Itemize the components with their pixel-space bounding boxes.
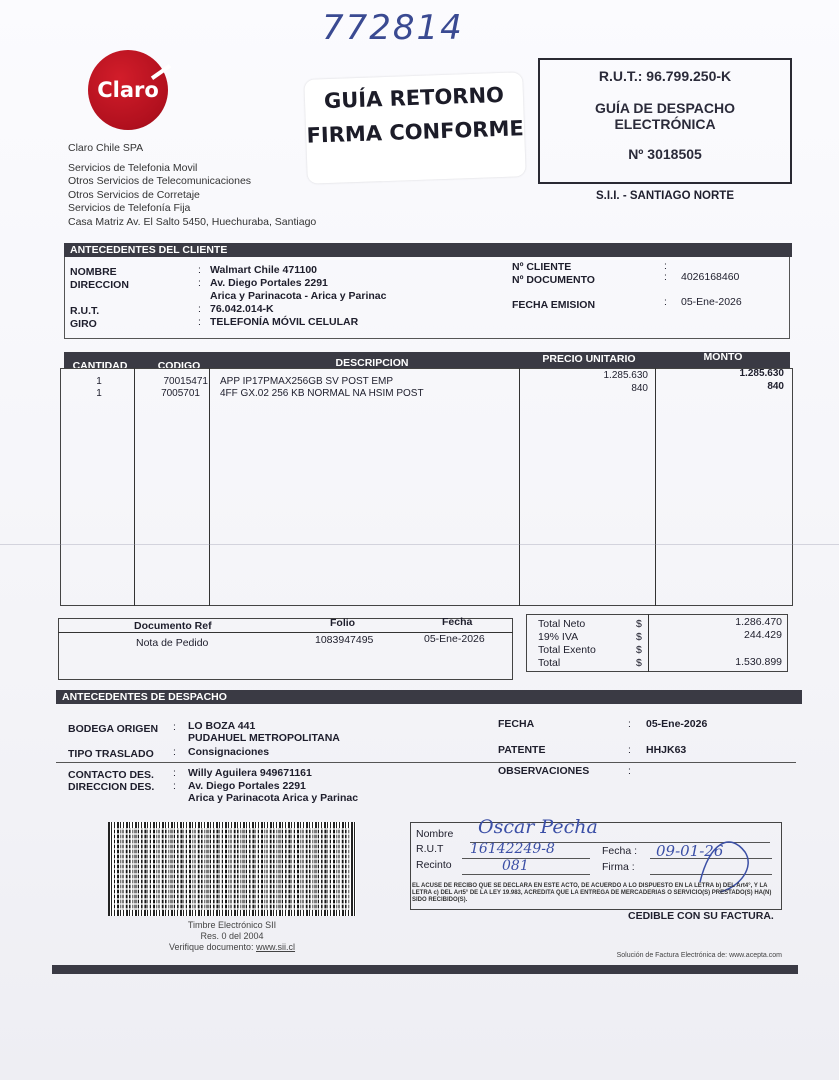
doc-number-value: 4026168460 xyxy=(681,271,740,283)
timbre-line-1: Timbre Electrónico SII xyxy=(187,920,277,930)
issuer-rut: R.U.T.: 96.799.250-K xyxy=(598,68,732,84)
total-value: 1.530.899 xyxy=(735,656,782,668)
total-exento-label: Total Exento xyxy=(538,644,596,656)
warehouse-2: PUDAHUEL METROPOLITANA xyxy=(188,732,340,744)
timbre-info xyxy=(108,920,356,953)
client-colon: : xyxy=(198,264,201,276)
warehouse-label: BODEGA ORIGEN xyxy=(68,723,159,735)
item-amount: 1.285.630 xyxy=(739,368,784,379)
transfer-type: Consignaciones xyxy=(188,746,270,758)
ref-doc: Nota de Pedido xyxy=(136,637,209,649)
company-line: Casa Matriz Av. El Salto 5450, Huechuraba, Santiago xyxy=(68,215,317,228)
company-line: Otros Servicios de Corretaje xyxy=(68,188,200,201)
venue: 081 xyxy=(502,858,529,874)
dispatch-colon: : xyxy=(173,746,176,758)
total-neto-value: 1.286.470 xyxy=(735,616,782,628)
item-code: 7005701 xyxy=(161,388,200,399)
dispatch-colon: : xyxy=(173,780,176,792)
col-divider xyxy=(134,368,135,606)
dispatch-colon: : xyxy=(628,744,631,756)
timbre-line-2: Res. 0 del 2004 xyxy=(200,931,264,941)
client-colon: : xyxy=(198,303,201,315)
footer-solution: Solución de Factura Electrónica de: www.acepta.com xyxy=(616,952,782,959)
company-line: Servicios de Telefonia Movil xyxy=(68,161,198,174)
warehouse-1: LO BOZA 441 xyxy=(188,720,256,732)
company-name: Claro Chile SPA xyxy=(68,142,144,154)
cedible-text: CEDIBLE CON SU FACTURA. xyxy=(628,910,774,922)
client-rut-label: R.U.T. xyxy=(70,305,100,317)
item-description: 4FF GX.02 256 KB NORMAL NA HSIM POST xyxy=(220,388,424,399)
item-unit-price: 1.285.630 xyxy=(603,370,648,381)
client-address-2: Arica y Parinacota - Arica y Parinac xyxy=(210,290,387,302)
dest-address-1: Av. Diego Portales 2291 xyxy=(188,780,306,792)
client-colon: : xyxy=(664,271,667,283)
client-colon: : xyxy=(198,277,201,289)
col-monto: MONTO xyxy=(703,351,743,363)
item-code: 70015471 xyxy=(163,376,208,387)
signature-label: Firma : xyxy=(602,861,635,873)
item-amount: 840 xyxy=(767,381,784,392)
company-info xyxy=(68,142,316,229)
sii-link[interactable]: www.sii.cl xyxy=(256,942,296,952)
dispatch-date-label: FECHA xyxy=(498,718,535,730)
total-label: Total xyxy=(538,657,561,669)
ref-doc-label: Documento Ref xyxy=(134,620,212,632)
dest-address-2: Arica y Parinacota Arica y Parinac xyxy=(188,792,359,804)
client-colon: : xyxy=(664,296,667,308)
client-rut: 76.042.014-K xyxy=(210,303,274,315)
item-description: APP IP17PMAX256GB SV POST EMP xyxy=(220,376,394,387)
claro-logo xyxy=(88,50,168,130)
dest-address-label: DIRECCION DES. xyxy=(68,781,155,793)
total-neto-label: Total Neto xyxy=(538,618,586,630)
client-address-1: Av. Diego Portales 2291 xyxy=(210,277,328,289)
doc-number-label: Nº DOCUMENTO xyxy=(512,274,595,286)
client-colon: : xyxy=(664,260,667,272)
contact-label: CONTACTO DES. xyxy=(68,769,154,781)
dispatch-date: 05-Ene-2026 xyxy=(646,718,708,730)
receiver-name-label: Nombre xyxy=(416,828,454,840)
logo-text: Claro xyxy=(97,78,159,102)
items-table-body xyxy=(60,368,793,606)
client-section-header: ANTECEDENTES DEL CLIENTE xyxy=(64,243,792,257)
venue-label: Recinto xyxy=(416,859,452,871)
sii-barcode xyxy=(108,822,356,916)
client-name: Walmart Chile 471100 xyxy=(210,264,317,276)
col-codigo: CODIGO xyxy=(157,360,201,372)
receiver-rut: 16142249-8 xyxy=(470,841,555,857)
col-descripcion: DESCRIPCION xyxy=(335,357,409,369)
issue-date-label: FECHA EMISION xyxy=(512,299,596,311)
dispatch-colon: : xyxy=(628,765,631,777)
item-unit-price: 840 xyxy=(631,383,648,394)
client-giro: TELEFONÍA MÓVIL CELULAR xyxy=(210,316,359,328)
transfer-type-label: TIPO TRASLADO xyxy=(68,748,154,760)
stamp-line-2: FIRMA CONFORME xyxy=(306,116,525,148)
currency-sign: $ xyxy=(636,618,642,630)
iva-label: 19% IVA xyxy=(538,631,579,643)
dispatch-colon: : xyxy=(628,718,631,730)
dispatch-section-header: ANTECEDENTES DE DESPACHO xyxy=(56,690,802,704)
client-colon: : xyxy=(198,316,201,328)
ref-date: 05-Ene-2026 xyxy=(424,633,485,645)
receipt-date-label: Fecha : xyxy=(602,845,638,857)
dispatch-colon: : xyxy=(173,767,176,779)
currency-sign: $ xyxy=(636,644,642,656)
return-stamp xyxy=(304,72,525,184)
handwritten-number: 772814 xyxy=(322,8,464,48)
item-qty: 1 xyxy=(96,388,102,399)
currency-sign: $ xyxy=(636,657,642,669)
ref-folio-label: Folio xyxy=(330,617,356,629)
timbre-verify: Verifique documento: xyxy=(168,942,257,952)
dispatch-colon: : xyxy=(173,721,176,733)
col-divider xyxy=(209,368,210,606)
barcode-pattern xyxy=(114,828,350,910)
contact: Willy Aguilera 949671161 xyxy=(188,767,312,779)
item-qty: 1 xyxy=(96,376,102,387)
receipt-date: 09-01-26 xyxy=(656,842,724,860)
doc-title-2: ELECTRÓNICA xyxy=(614,116,716,132)
doc-title-1: GUÍA DE DESPACHO xyxy=(594,100,735,116)
footer-bar xyxy=(52,965,798,974)
col-divider xyxy=(655,368,656,606)
col-divider xyxy=(519,368,520,606)
document-id-box xyxy=(538,58,792,184)
totals-divider xyxy=(648,614,649,672)
stamp-line-1: GUÍA RETORNO xyxy=(323,82,505,114)
client-address-label: DIRECCION xyxy=(70,279,129,291)
doc-number: Nº 3018505 xyxy=(628,146,702,162)
receiver-name: Oscar Pecha xyxy=(478,816,598,838)
client-giro-label: GIRO xyxy=(70,318,97,330)
client-number-label: Nº CLIENTE xyxy=(512,261,572,273)
company-line: Otros Servicios de Telecomunicaciones xyxy=(68,175,252,187)
currency-sign: $ xyxy=(636,631,642,643)
col-cantidad: CANTIDAD xyxy=(72,360,128,372)
iva-value: 244.429 xyxy=(744,629,782,641)
dispatch-divider xyxy=(56,762,796,763)
company-line: Servicios de Telefonía Fija xyxy=(68,202,191,214)
plate: HHJK63 xyxy=(646,744,687,756)
ref-folio: 1083947495 xyxy=(315,634,374,646)
ref-date-label: Fecha xyxy=(442,616,473,628)
paper-fold xyxy=(0,544,839,545)
receiver-rut-label: R.U.T xyxy=(416,843,444,855)
plate-label: PATENTE xyxy=(498,744,546,756)
observations-label: OBSERVACIONES xyxy=(498,765,590,777)
legal-text: EL ACUSE DE RECIBO QUE SE DECLARA EN ESTE ACTO, DE ACUERDO A LO DISPUESTO EN LA LETRA b) DEL Art4°, Y LA LETRA c) DEL Art5° DE LA LEY 19.983, ACREDITA QUE LA ENTREGA DE MERCADERIAS O SERVICIO(S) PRESTADO(S) HA(N) SIDO RECIBIDO(S). xyxy=(412,883,772,903)
venue-line xyxy=(462,874,590,875)
col-precio: PRECIO UNITARIO xyxy=(542,353,636,365)
issue-date: 05-Ene-2026 xyxy=(681,296,742,308)
sii-office: S.I.I. - SANTIAGO NORTE xyxy=(595,190,734,202)
client-name-label: NOMBRE xyxy=(70,266,117,278)
